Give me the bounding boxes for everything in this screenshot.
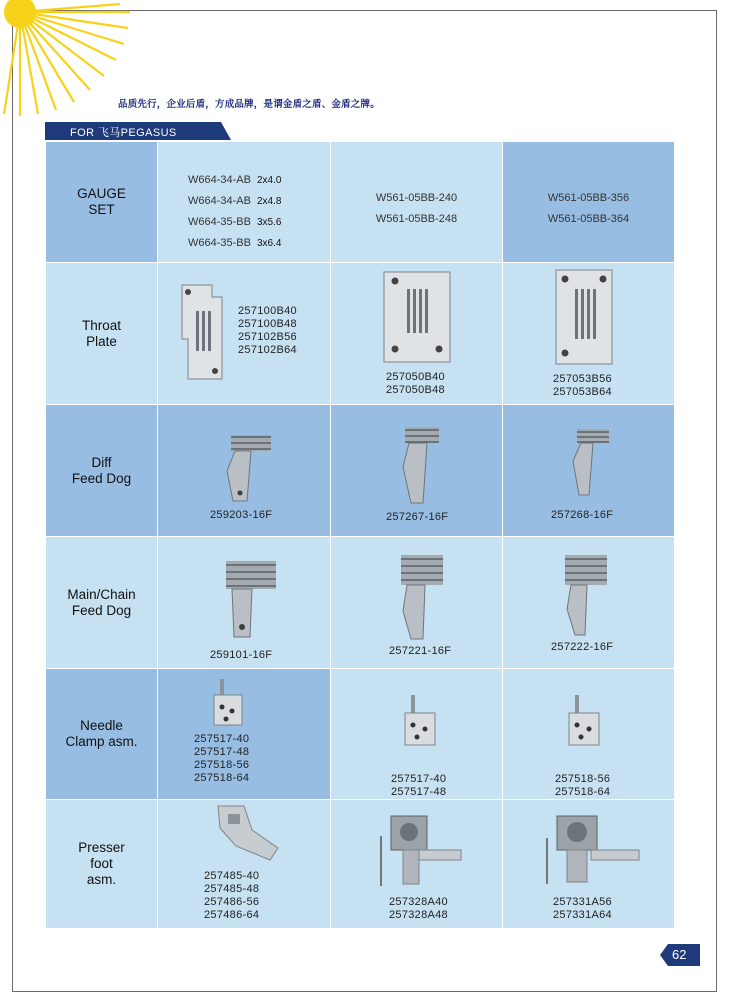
gauge-model: W664-35-BB — [188, 216, 251, 228]
row-diff-feed-dog — [46, 405, 675, 537]
row-label-presser-foot: Presser foot asm. — [78, 840, 125, 887]
gauge-size: 3x5.6 — [256, 217, 282, 228]
presser-foot-image — [206, 802, 282, 866]
row-label-throat-plate: Throat Plate — [81, 317, 122, 349]
part-code: 259101-16F — [210, 649, 273, 661]
gauge-model: W561-05BB-364 — [547, 213, 630, 225]
part-code: 257518-56 257518-64 — [555, 773, 611, 798]
row-label-main-feed-dog: Main/Chain Feed Dog — [67, 586, 136, 618]
gauge-model: W561-05BB-356 — [547, 192, 630, 204]
row-gauge-set — [46, 142, 675, 263]
part-code: 257517-40 257517-48 — [391, 773, 447, 798]
throat-plate-image — [553, 267, 615, 367]
needle-clamp-image — [401, 693, 441, 751]
part-code: 257050B40 257050B48 — [386, 371, 445, 396]
section-tab-label: FOR 飞马PEGASUS — [70, 127, 177, 139]
part-code: 257267-16F — [386, 511, 449, 523]
feed-dog-image — [393, 551, 449, 643]
part-code: 257221-16F — [389, 645, 452, 657]
feed-dog-image — [393, 423, 443, 507]
part-code: 257328A40 257328A48 — [389, 896, 448, 921]
parts-table — [45, 141, 675, 929]
row-throat-plate — [46, 263, 675, 405]
throat-plate-image — [381, 269, 453, 365]
gauge-model: W561-05BB-248 — [375, 213, 458, 225]
feed-dog-image — [216, 555, 282, 645]
part-code: 259203-16F — [210, 509, 273, 521]
part-code: 257053B56 257053B64 — [553, 373, 612, 398]
row-label-diff-feed-dog: Diff Feed Dog — [71, 454, 132, 486]
gauge-size: 3x6.4 — [256, 238, 282, 249]
row-needle-clamp — [46, 669, 675, 800]
feed-dog-image — [559, 551, 613, 639]
part-code: 257268-16F — [551, 509, 614, 521]
slogan: 品质先行，企业后盾，方成品牌，是谓金盾之盾、金盾之牌。 — [118, 99, 380, 110]
row-main-feed-dog — [46, 537, 675, 669]
presser-foot-image — [543, 804, 643, 890]
gauge-list-col2 — [331, 188, 502, 230]
gauge-list-col1 — [188, 170, 281, 254]
row-presser-foot — [46, 800, 675, 929]
row-label-needle-clamp: Needle Clamp asm. — [65, 718, 138, 749]
gauge-model: W664-34-AB — [188, 174, 251, 186]
presser-foot-image — [375, 806, 465, 892]
part-code: 257100B40 257100B48 257102B56 257102B64 — [238, 305, 297, 356]
needle-clamp-image — [565, 693, 605, 751]
gauge-model: W664-34-AB — [188, 195, 251, 207]
needle-clamp-image — [208, 677, 248, 733]
gauge-size: 2x4.8 — [256, 196, 282, 207]
part-code: 257331A56 257331A64 — [553, 896, 612, 921]
page-number: 62 — [672, 947, 687, 962]
part-code: 257517-40 257517-48 257518-56 257518-64 — [194, 733, 250, 784]
part-code: 257222-16F — [551, 641, 614, 653]
gauge-model: W664-35-BB — [188, 237, 251, 249]
gauge-model: W561-05BB-240 — [375, 192, 458, 204]
part-code: 257485-40 257485-48 257486-56 257486-64 — [204, 870, 260, 921]
feed-dog-image — [563, 425, 613, 501]
gauge-size: 2x4.0 — [256, 175, 282, 186]
throat-plate-image — [178, 283, 226, 383]
gauge-list-col3 — [503, 188, 674, 230]
feed-dog-image — [213, 431, 273, 507]
row-label-gauge-set: GAUGE SET — [77, 186, 126, 217]
